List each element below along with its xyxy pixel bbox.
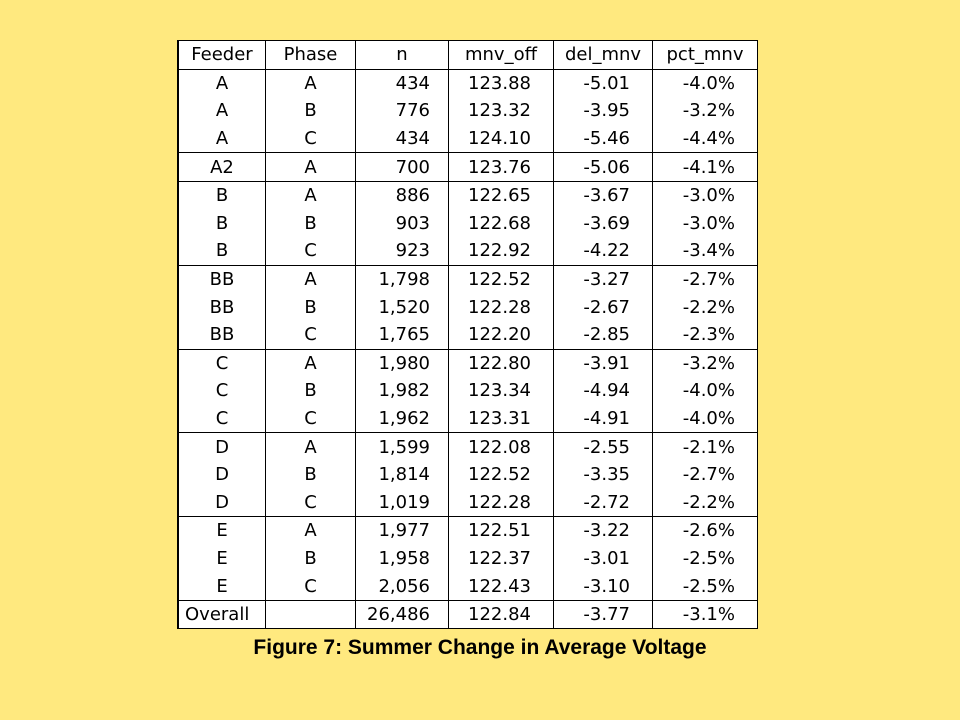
feeder-cell: BB	[179, 293, 266, 321]
del-mnv-cell: -3.69	[554, 210, 653, 238]
del-mnv-cell: -3.27	[554, 265, 653, 293]
mnv-off-cell: 123.31	[449, 405, 554, 433]
del-mnv-cell: -4.91	[554, 405, 653, 433]
table-row	[179, 265, 758, 293]
header-n: n	[356, 41, 449, 69]
n-cell: 700	[356, 153, 449, 182]
mnv-off-cell: 123.32	[449, 97, 554, 125]
n-cell: 1,958	[356, 545, 449, 573]
phase-cell: B	[266, 97, 356, 125]
mnv-off-cell: 123.76	[449, 153, 554, 182]
n-cell: 903	[356, 210, 449, 238]
phase-cell: A	[266, 517, 356, 545]
mnv-off-cell: 122.80	[449, 349, 554, 377]
table-row	[179, 237, 758, 265]
n-cell: 1,520	[356, 293, 449, 321]
pct-mnv-cell: -3.4%	[653, 237, 758, 265]
del-mnv-cell: -5.06	[554, 153, 653, 182]
header-pct-mnv: pct_mnv	[653, 41, 758, 69]
pct-mnv-cell: -2.1%	[653, 433, 758, 461]
pct-mnv-cell: -2.5%	[653, 572, 758, 600]
feeder-cell: A	[179, 125, 266, 153]
mnv-off-cell: 122.51	[449, 517, 554, 545]
overall-phase-cell	[266, 600, 356, 628]
phase-cell: C	[266, 405, 356, 433]
mnv-off-cell: 122.08	[449, 433, 554, 461]
feeder-cell: B	[179, 181, 266, 209]
feeder-cell: A	[179, 69, 266, 97]
del-mnv-cell: -3.10	[554, 572, 653, 600]
header-phase: Phase	[266, 41, 356, 69]
phase-cell: A	[266, 349, 356, 377]
del-mnv-cell: -4.22	[554, 237, 653, 265]
feeder-cell: D	[179, 433, 266, 461]
mnv-off-cell: 122.92	[449, 237, 554, 265]
feeder-cell: C	[179, 349, 266, 377]
del-mnv-cell: -4.94	[554, 377, 653, 405]
phase-cell: B	[266, 210, 356, 238]
n-cell: 1,019	[356, 489, 449, 517]
voltage-table	[177, 40, 758, 629]
table-row	[179, 210, 758, 238]
n-cell: 1,599	[356, 433, 449, 461]
mnv-off-cell: 123.34	[449, 377, 554, 405]
table-row	[179, 461, 758, 489]
n-cell: 923	[356, 237, 449, 265]
phase-cell: C	[266, 237, 356, 265]
overall-del-mnv-cell: -3.77	[554, 600, 653, 628]
table-row	[179, 69, 758, 97]
del-mnv-cell: -3.95	[554, 97, 653, 125]
pct-mnv-cell: -4.1%	[653, 153, 758, 182]
del-mnv-cell: -2.72	[554, 489, 653, 517]
phase-cell: C	[266, 572, 356, 600]
table-row	[179, 153, 758, 182]
pct-mnv-cell: -4.4%	[653, 125, 758, 153]
feeder-cell: A	[179, 97, 266, 125]
n-cell: 776	[356, 97, 449, 125]
n-cell: 1,814	[356, 461, 449, 489]
header-feeder: Feeder	[179, 41, 266, 69]
n-cell: 1,765	[356, 321, 449, 349]
phase-cell: A	[266, 69, 356, 97]
phase-cell: A	[266, 433, 356, 461]
n-cell: 886	[356, 181, 449, 209]
table-row	[179, 433, 758, 461]
n-cell: 1,962	[356, 405, 449, 433]
phase-cell: B	[266, 545, 356, 573]
voltage-data-table	[178, 41, 758, 628]
n-cell: 434	[356, 125, 449, 153]
feeder-cell: A2	[179, 153, 266, 182]
del-mnv-cell: -3.01	[554, 545, 653, 573]
feeder-cell: D	[179, 489, 266, 517]
feeder-cell: B	[179, 237, 266, 265]
pct-mnv-cell: -4.0%	[653, 377, 758, 405]
mnv-off-cell: 122.52	[449, 461, 554, 489]
mnv-off-cell: 122.37	[449, 545, 554, 573]
table-row	[179, 293, 758, 321]
del-mnv-cell: -2.55	[554, 433, 653, 461]
mnv-off-cell: 122.65	[449, 181, 554, 209]
feeder-cell: BB	[179, 321, 266, 349]
table-row	[179, 125, 758, 153]
figure-caption: Figure 7: Summer Change in Average Voltage	[253, 636, 707, 659]
n-cell: 1,798	[356, 265, 449, 293]
pct-mnv-cell: -2.2%	[653, 489, 758, 517]
overall-feeder-cell: Overall	[179, 600, 266, 628]
mnv-off-cell: 122.68	[449, 210, 554, 238]
del-mnv-cell: -3.22	[554, 517, 653, 545]
mnv-off-cell: 123.88	[449, 69, 554, 97]
table-header-row	[179, 41, 758, 69]
table-row	[179, 405, 758, 433]
feeder-cell: C	[179, 377, 266, 405]
del-mnv-cell: -5.46	[554, 125, 653, 153]
feeder-cell: D	[179, 461, 266, 489]
pct-mnv-cell: -2.6%	[653, 517, 758, 545]
phase-cell: A	[266, 153, 356, 182]
feeder-cell: B	[179, 210, 266, 238]
feeder-cell: E	[179, 517, 266, 545]
del-mnv-cell: -5.01	[554, 69, 653, 97]
header-del-mnv: del_mnv	[554, 41, 653, 69]
header-mnv-off: mnv_off	[449, 41, 554, 69]
del-mnv-cell: -2.85	[554, 321, 653, 349]
pct-mnv-cell: -2.2%	[653, 293, 758, 321]
table-body	[179, 69, 758, 600]
table-row	[179, 545, 758, 573]
table-row	[179, 97, 758, 125]
mnv-off-cell: 122.20	[449, 321, 554, 349]
overall-row	[179, 600, 758, 628]
feeder-cell: E	[179, 545, 266, 573]
pct-mnv-cell: -2.7%	[653, 265, 758, 293]
del-mnv-cell: -2.67	[554, 293, 653, 321]
table-row	[179, 377, 758, 405]
mnv-off-cell: 122.28	[449, 293, 554, 321]
pct-mnv-cell: -3.0%	[653, 210, 758, 238]
table-row	[179, 321, 758, 349]
table-row	[179, 489, 758, 517]
del-mnv-cell: -3.67	[554, 181, 653, 209]
phase-cell: B	[266, 461, 356, 489]
feeder-cell: BB	[179, 265, 266, 293]
pct-mnv-cell: -3.2%	[653, 349, 758, 377]
overall-n-cell: 26,486	[356, 600, 449, 628]
overall-mnv-off-cell: 122.84	[449, 600, 554, 628]
pct-mnv-cell: -4.0%	[653, 405, 758, 433]
phase-cell: B	[266, 293, 356, 321]
del-mnv-cell: -3.91	[554, 349, 653, 377]
mnv-off-cell: 122.52	[449, 265, 554, 293]
mnv-off-cell: 124.10	[449, 125, 554, 153]
pct-mnv-cell: -2.3%	[653, 321, 758, 349]
pct-mnv-cell: -3.2%	[653, 97, 758, 125]
pct-mnv-cell: -2.5%	[653, 545, 758, 573]
pct-mnv-cell: -2.7%	[653, 461, 758, 489]
phase-cell: C	[266, 321, 356, 349]
pct-mnv-cell: -3.0%	[653, 181, 758, 209]
phase-cell: B	[266, 377, 356, 405]
table-row	[179, 517, 758, 545]
phase-cell: C	[266, 125, 356, 153]
overall-pct-mnv-cell: -3.1%	[653, 600, 758, 628]
mnv-off-cell: 122.43	[449, 572, 554, 600]
table-row	[179, 572, 758, 600]
n-cell: 434	[356, 69, 449, 97]
table-row	[179, 181, 758, 209]
phase-cell: C	[266, 489, 356, 517]
phase-cell: A	[266, 265, 356, 293]
pct-mnv-cell: -4.0%	[653, 69, 758, 97]
n-cell: 1,982	[356, 377, 449, 405]
feeder-cell: E	[179, 572, 266, 600]
n-cell: 2,056	[356, 572, 449, 600]
n-cell: 1,980	[356, 349, 449, 377]
n-cell: 1,977	[356, 517, 449, 545]
del-mnv-cell: -3.35	[554, 461, 653, 489]
phase-cell: A	[266, 181, 356, 209]
table-row	[179, 349, 758, 377]
mnv-off-cell: 122.28	[449, 489, 554, 517]
feeder-cell: C	[179, 405, 266, 433]
